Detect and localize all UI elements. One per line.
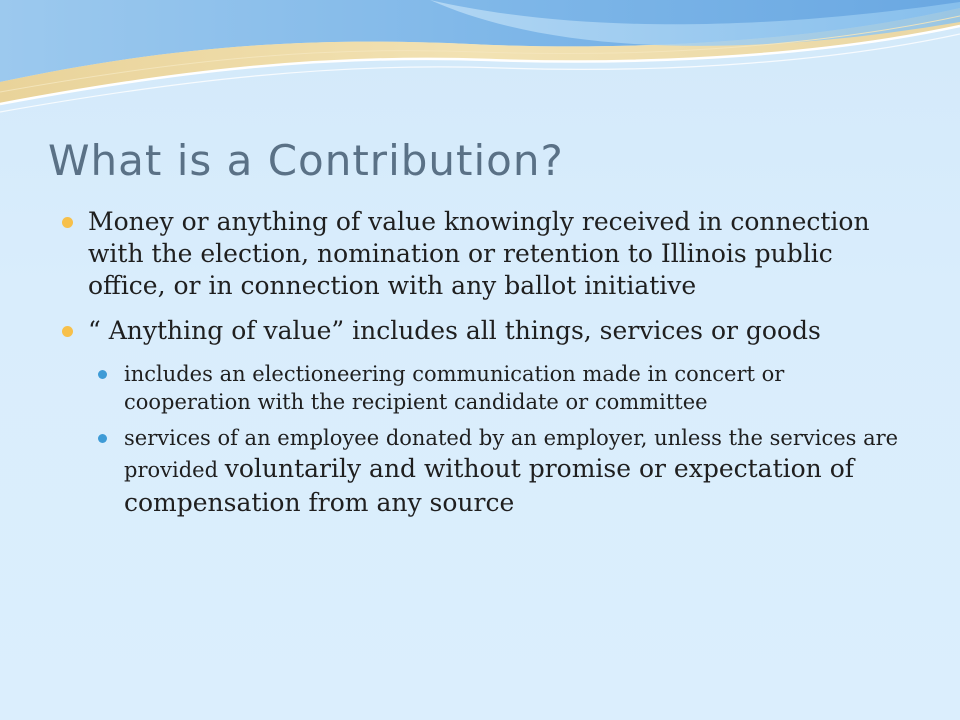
sub-bullet-list	[98, 360, 908, 520]
sub-bullet-item	[98, 360, 908, 416]
bullet-list	[62, 206, 908, 528]
slide-title: What is a Contribution?	[48, 136, 564, 185]
sub-bullet-text: includes an electioneering communication made in concert or cooperation with the recipient candidate or committee	[124, 362, 785, 414]
bullet-item	[62, 315, 908, 347]
sub-bullet-dot-icon	[98, 370, 107, 379]
sub-bullet-dot-icon	[98, 434, 107, 443]
sub-bullet-text-small: services of an employee donated by an employer, unless the services are provided	[124, 426, 899, 482]
bullet-item	[62, 206, 908, 302]
bullet-text: “ Anything of value” includes all things, services or goods	[88, 316, 821, 345]
sub-bullet-text-large: voluntarily and without promise or expectation of compensation from any source	[124, 454, 855, 517]
sub-bullet-item	[98, 424, 908, 520]
bullet-text: Money or anything of value knowingly received in connection with the election, nomination or retention to Illinois public office, or in connection with any ballot initiative	[88, 207, 870, 300]
bullet-dot-icon	[62, 326, 73, 337]
header-wave-decoration	[0, 0, 960, 120]
bullet-dot-icon	[62, 217, 73, 228]
